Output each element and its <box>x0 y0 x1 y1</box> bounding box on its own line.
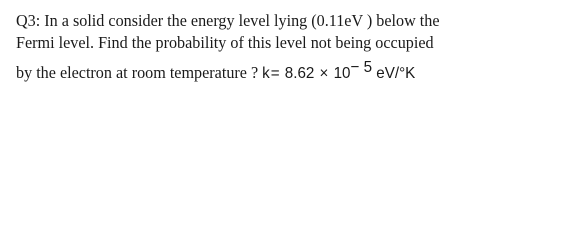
question-text <box>16 10 576 85</box>
question-line-3-text: by the electron at room temperature ? <box>16 63 263 82</box>
boltzmann-constant-symbol: k <box>262 65 270 82</box>
power-exponent: − 5 <box>350 59 373 76</box>
boltzmann-constant-value: 8.62 <box>280 65 319 82</box>
power-base: 10 <box>329 65 351 82</box>
question-line-1: Q3: In a solid consider the energy level lying (0.11eV ) below the <box>16 11 440 30</box>
boltzmann-constant-unit: eV/°K <box>372 65 416 82</box>
question-line-3 <box>16 59 548 85</box>
multiplication-sign: × <box>319 65 329 82</box>
question-line-2: Fermi level. Find the probability of this level not being occupied <box>16 33 434 52</box>
equals-sign: = <box>270 65 280 82</box>
